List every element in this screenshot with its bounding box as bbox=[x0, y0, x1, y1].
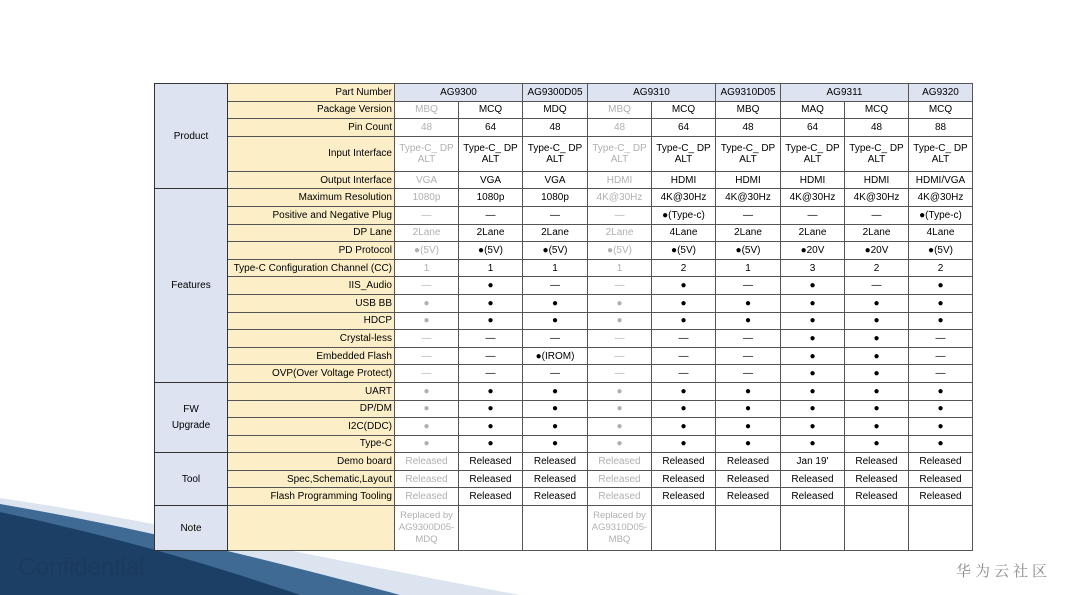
row-label: Positive and Negative Plug bbox=[228, 206, 395, 224]
table-cell: ● bbox=[588, 382, 652, 400]
table-row bbox=[155, 506, 973, 551]
table-cell: ● bbox=[909, 312, 973, 330]
table-cell: MDQ bbox=[523, 101, 588, 119]
table-cell: ● bbox=[395, 435, 459, 453]
table-cell: ● bbox=[523, 400, 588, 418]
table-row bbox=[155, 312, 973, 330]
table-cell: 1080p bbox=[395, 189, 459, 207]
table-cell: ● bbox=[781, 435, 845, 453]
table-cell: ● bbox=[781, 330, 845, 348]
table-cell: ●20V bbox=[845, 242, 909, 260]
category-fw bbox=[155, 382, 228, 452]
table-cell: ● bbox=[588, 294, 652, 312]
table-cell: ● bbox=[845, 418, 909, 436]
table-cell: — bbox=[781, 206, 845, 224]
table-cell: ●20V bbox=[781, 242, 845, 260]
table-cell: — bbox=[523, 206, 588, 224]
table-cell: VGA bbox=[395, 171, 459, 189]
row-label bbox=[228, 506, 395, 551]
table-cell: ●(5V) bbox=[716, 242, 781, 260]
table-cell: ● bbox=[652, 312, 716, 330]
table-cell: ● bbox=[781, 347, 845, 365]
row-label: DP Lane bbox=[228, 224, 395, 242]
row-label: Part Number bbox=[228, 84, 395, 102]
table-row bbox=[155, 330, 973, 348]
table-cell: Released bbox=[781, 488, 845, 506]
table-cell: MAQ bbox=[781, 101, 845, 119]
table-cell: ● bbox=[781, 277, 845, 295]
table-cell: Released bbox=[652, 488, 716, 506]
row-label: DP/DM bbox=[228, 400, 395, 418]
table-cell: ● bbox=[909, 277, 973, 295]
table-cell: ● bbox=[716, 382, 781, 400]
table-row bbox=[155, 224, 973, 242]
table-cell: 1 bbox=[588, 259, 652, 277]
table-cell: — bbox=[652, 330, 716, 348]
table-cell: 4K@30Hz bbox=[909, 189, 973, 207]
table-cell: 1 bbox=[523, 259, 588, 277]
table-cell: 2Lane bbox=[395, 224, 459, 242]
table-cell: MCQ bbox=[459, 101, 523, 119]
table-cell: MCQ bbox=[652, 101, 716, 119]
table-cell: HDMI bbox=[781, 171, 845, 189]
table-cell: ● bbox=[523, 294, 588, 312]
table-cell: — bbox=[459, 347, 523, 365]
table-cell: 1080p bbox=[523, 189, 588, 207]
table-row bbox=[155, 488, 973, 506]
row-label: Package Version bbox=[228, 101, 395, 119]
table-cell: Released bbox=[588, 470, 652, 488]
table-cell: HDMI bbox=[588, 171, 652, 189]
table-cell: — bbox=[395, 365, 459, 383]
table-cell bbox=[909, 506, 973, 551]
table-cell: ● bbox=[459, 435, 523, 453]
table-row bbox=[155, 101, 973, 119]
table-cell: Released bbox=[845, 488, 909, 506]
table-cell: ● bbox=[395, 312, 459, 330]
category-label: Upgrade bbox=[171, 419, 211, 431]
table-cell: 4K@30Hz bbox=[781, 189, 845, 207]
table-cell: ● bbox=[395, 400, 459, 418]
table-cell: 4Lane bbox=[652, 224, 716, 242]
table-cell: — bbox=[588, 365, 652, 383]
table-cell: Type-C_ DP ALT bbox=[716, 136, 781, 171]
table-cell bbox=[459, 506, 523, 551]
table-cell: Type-C_ DP ALT bbox=[459, 136, 523, 171]
row-label: Maximum Resolution bbox=[228, 189, 395, 207]
table-cell: — bbox=[395, 330, 459, 348]
table-cell: ● bbox=[781, 312, 845, 330]
table-cell: ● bbox=[459, 294, 523, 312]
table-cell: ● bbox=[523, 382, 588, 400]
table-cell: ● bbox=[395, 382, 459, 400]
table-cell: Jan 19' bbox=[781, 453, 845, 471]
row-label: PD Protocol bbox=[228, 242, 395, 260]
table-cell: 1 bbox=[459, 259, 523, 277]
row-label: OVP(Over Voltage Protect) bbox=[228, 365, 395, 383]
table-row bbox=[155, 242, 973, 260]
table-cell: — bbox=[716, 277, 781, 295]
table-cell: Replaced by AG9300D05-MDQ bbox=[395, 506, 459, 551]
table-cell: ● bbox=[909, 435, 973, 453]
row-label: Spec,Schematic,Layout bbox=[228, 470, 395, 488]
table-cell: — bbox=[459, 365, 523, 383]
row-label: Type-C bbox=[228, 435, 395, 453]
table-cell: Released bbox=[716, 470, 781, 488]
table-cell: Released bbox=[781, 470, 845, 488]
part-header: AG9310D05 bbox=[716, 84, 781, 102]
table-cell: ●(5V) bbox=[459, 242, 523, 260]
table-cell: — bbox=[845, 277, 909, 295]
table-cell: — bbox=[588, 330, 652, 348]
table-cell: 48 bbox=[588, 119, 652, 137]
table-cell: 1080p bbox=[459, 189, 523, 207]
table-cell: ●(5V) bbox=[909, 242, 973, 260]
table-cell: Released bbox=[459, 453, 523, 471]
table-row bbox=[155, 400, 973, 418]
table-cell: Released bbox=[395, 453, 459, 471]
table-cell: 48 bbox=[716, 119, 781, 137]
table-cell: ● bbox=[781, 418, 845, 436]
table-cell: Released bbox=[716, 488, 781, 506]
table-cell: — bbox=[909, 365, 973, 383]
table-cell: Type-C_ DP ALT bbox=[652, 136, 716, 171]
table-cell: ● bbox=[716, 294, 781, 312]
table-cell: Type-C_ DP ALT bbox=[781, 136, 845, 171]
table-cell: 4K@30Hz bbox=[716, 189, 781, 207]
table-cell: MBQ bbox=[716, 101, 781, 119]
table-cell: — bbox=[652, 347, 716, 365]
table-cell: HDMI bbox=[845, 171, 909, 189]
row-label: Flash Programming Tooling bbox=[228, 488, 395, 506]
table-cell: — bbox=[588, 347, 652, 365]
table-cell: ●(Type-c) bbox=[652, 206, 716, 224]
table-cell: ●(5V) bbox=[523, 242, 588, 260]
part-header: AG9300 bbox=[395, 84, 523, 102]
table-cell: Released bbox=[716, 453, 781, 471]
table-cell bbox=[781, 506, 845, 551]
product-comparison-table bbox=[154, 83, 973, 551]
table-cell: Type-C_ DP ALT bbox=[395, 136, 459, 171]
table-cell: ● bbox=[781, 382, 845, 400]
table-cell: MCQ bbox=[845, 101, 909, 119]
table-cell: ● bbox=[523, 435, 588, 453]
table-cell: — bbox=[395, 206, 459, 224]
table-cell: 2 bbox=[845, 259, 909, 277]
part-header: AG9310 bbox=[588, 84, 716, 102]
table-cell: ● bbox=[909, 418, 973, 436]
table-cell: ● bbox=[459, 277, 523, 295]
table-row bbox=[155, 435, 973, 453]
row-label: I2C(DDC) bbox=[228, 418, 395, 436]
table-row bbox=[155, 119, 973, 137]
table-cell bbox=[845, 506, 909, 551]
row-label: Demo board bbox=[228, 453, 395, 471]
table-cell: ● bbox=[395, 418, 459, 436]
table-cell: 2Lane bbox=[459, 224, 523, 242]
table-cell: Released bbox=[523, 453, 588, 471]
table-cell: 2 bbox=[652, 259, 716, 277]
table-cell: Released bbox=[652, 470, 716, 488]
table-cell: ● bbox=[588, 418, 652, 436]
table-cell: 2Lane bbox=[523, 224, 588, 242]
table-cell: Type-C_ DP ALT bbox=[845, 136, 909, 171]
row-label: Crystal-less bbox=[228, 330, 395, 348]
table-cell: Released bbox=[588, 453, 652, 471]
table-cell: 2Lane bbox=[781, 224, 845, 242]
table-cell: ● bbox=[909, 400, 973, 418]
table-cell: ● bbox=[459, 382, 523, 400]
table-cell: — bbox=[588, 206, 652, 224]
table-row-part-number bbox=[155, 84, 973, 102]
table-cell: HDMI/VGA bbox=[909, 171, 973, 189]
table-cell: MBQ bbox=[395, 101, 459, 119]
table-row bbox=[155, 171, 973, 189]
table-cell: ● bbox=[716, 418, 781, 436]
table-cell: ● bbox=[781, 294, 845, 312]
table-cell: ●(5V) bbox=[395, 242, 459, 260]
row-label: Input Interface bbox=[228, 136, 395, 171]
table-cell: 48 bbox=[523, 119, 588, 137]
table-cell: 4K@30Hz bbox=[845, 189, 909, 207]
table-cell: 64 bbox=[781, 119, 845, 137]
table-cell bbox=[652, 506, 716, 551]
table-cell: Released bbox=[909, 488, 973, 506]
table-cell: Released bbox=[523, 470, 588, 488]
table-cell: ● bbox=[395, 294, 459, 312]
table-row bbox=[155, 277, 973, 295]
table-cell: Released bbox=[459, 470, 523, 488]
table-row bbox=[155, 189, 973, 207]
table-cell: ● bbox=[588, 312, 652, 330]
table-cell: Released bbox=[459, 488, 523, 506]
part-header: AG9300D05 bbox=[523, 84, 588, 102]
table-cell: — bbox=[459, 206, 523, 224]
table-cell: ● bbox=[588, 400, 652, 418]
table-cell: Released bbox=[523, 488, 588, 506]
table-cell: 3 bbox=[781, 259, 845, 277]
table-cell: ● bbox=[845, 365, 909, 383]
table-cell: — bbox=[845, 206, 909, 224]
table-cell: Released bbox=[909, 453, 973, 471]
table-row bbox=[155, 259, 973, 277]
table-cell: 64 bbox=[652, 119, 716, 137]
table-cell: ● bbox=[845, 382, 909, 400]
table-cell: — bbox=[652, 365, 716, 383]
table-cell: 64 bbox=[459, 119, 523, 137]
row-label: Pin Count bbox=[228, 119, 395, 137]
table-cell: 4K@30Hz bbox=[652, 189, 716, 207]
table-cell: — bbox=[395, 277, 459, 295]
table-cell: ● bbox=[459, 418, 523, 436]
table-cell: ● bbox=[652, 382, 716, 400]
table-cell: VGA bbox=[459, 171, 523, 189]
table-row bbox=[155, 206, 973, 224]
table-cell: ●(Type-c) bbox=[909, 206, 973, 224]
table-cell: ● bbox=[845, 330, 909, 348]
table-cell: Released bbox=[845, 453, 909, 471]
table-cell: ●(IROM) bbox=[523, 347, 588, 365]
row-label: HDCP bbox=[228, 312, 395, 330]
table-cell: ● bbox=[652, 435, 716, 453]
table-cell: — bbox=[395, 347, 459, 365]
table-row bbox=[155, 347, 973, 365]
category-features: Features bbox=[155, 189, 228, 383]
category-note: Note bbox=[155, 506, 228, 551]
table-cell: ● bbox=[459, 312, 523, 330]
brand-watermark: 华为云社区 bbox=[956, 562, 1052, 580]
table-cell: MCQ bbox=[909, 101, 973, 119]
table-cell: ●(5V) bbox=[652, 242, 716, 260]
table-cell: — bbox=[716, 330, 781, 348]
table-cell: — bbox=[523, 277, 588, 295]
table-cell: ● bbox=[781, 400, 845, 418]
table-cell bbox=[523, 506, 588, 551]
table-row bbox=[155, 294, 973, 312]
part-header: AG9320 bbox=[909, 84, 973, 102]
table-cell: ● bbox=[459, 400, 523, 418]
table-cell: Released bbox=[588, 488, 652, 506]
table-row bbox=[155, 136, 973, 171]
table-cell: ● bbox=[845, 294, 909, 312]
table-cell: 48 bbox=[845, 119, 909, 137]
table-cell: Released bbox=[845, 470, 909, 488]
table-cell bbox=[716, 506, 781, 551]
table-cell: ● bbox=[652, 418, 716, 436]
category-product: Product bbox=[155, 84, 228, 189]
table-cell: ● bbox=[716, 435, 781, 453]
table-cell: ● bbox=[588, 435, 652, 453]
table-row bbox=[155, 470, 973, 488]
table-row bbox=[155, 365, 973, 383]
table-cell: ● bbox=[652, 400, 716, 418]
table-cell: ● bbox=[523, 312, 588, 330]
table-cell: ● bbox=[845, 312, 909, 330]
table-cell: VGA bbox=[523, 171, 588, 189]
table-row bbox=[155, 418, 973, 436]
table-cell: ● bbox=[523, 418, 588, 436]
table-cell: HDMI bbox=[652, 171, 716, 189]
row-label: USB BB bbox=[228, 294, 395, 312]
table-cell: — bbox=[716, 365, 781, 383]
part-header: AG9311 bbox=[781, 84, 909, 102]
table-cell: — bbox=[909, 347, 973, 365]
row-label: Output Interface bbox=[228, 171, 395, 189]
table-cell: — bbox=[459, 330, 523, 348]
category-tool: Tool bbox=[155, 453, 228, 506]
table-cell: Type-C_ DP ALT bbox=[588, 136, 652, 171]
row-label: Embedded Flash bbox=[228, 347, 395, 365]
table-cell: HDMI bbox=[716, 171, 781, 189]
category-label: FW bbox=[183, 403, 199, 415]
row-label: IIS_Audio bbox=[228, 277, 395, 295]
table-cell: Replaced by AG9310D05-MBQ bbox=[588, 506, 652, 551]
table-cell: 2Lane bbox=[716, 224, 781, 242]
table-cell: ● bbox=[716, 400, 781, 418]
table-cell: ● bbox=[909, 294, 973, 312]
table-cell: ● bbox=[652, 277, 716, 295]
table-cell: Released bbox=[909, 470, 973, 488]
table-cell: 1 bbox=[395, 259, 459, 277]
row-label: Type-C Configuration Channel (CC) bbox=[228, 259, 395, 277]
row-label: UART bbox=[228, 382, 395, 400]
table-cell: Released bbox=[395, 470, 459, 488]
confidential-label: Confidential bbox=[18, 553, 145, 581]
table-cell: — bbox=[523, 330, 588, 348]
table-cell: 2 bbox=[909, 259, 973, 277]
table-cell: ● bbox=[909, 382, 973, 400]
table-cell: 4Lane bbox=[909, 224, 973, 242]
table-cell: ● bbox=[652, 294, 716, 312]
table-cell: 2Lane bbox=[845, 224, 909, 242]
table-cell: Released bbox=[395, 488, 459, 506]
table-cell: ● bbox=[845, 435, 909, 453]
table-cell: 2Lane bbox=[588, 224, 652, 242]
table-cell: Type-C_ DP ALT bbox=[523, 136, 588, 171]
table-cell: ● bbox=[845, 347, 909, 365]
table-cell: 88 bbox=[909, 119, 973, 137]
table-cell: ●(5V) bbox=[588, 242, 652, 260]
table-cell: ● bbox=[716, 312, 781, 330]
table-cell: 48 bbox=[395, 119, 459, 137]
table-cell: — bbox=[909, 330, 973, 348]
table-cell: 1 bbox=[716, 259, 781, 277]
table-row bbox=[155, 453, 973, 471]
table-cell: Released bbox=[652, 453, 716, 471]
table-cell: — bbox=[588, 277, 652, 295]
table-row bbox=[155, 382, 973, 400]
table-cell: 4K@30Hz bbox=[588, 189, 652, 207]
table-cell: — bbox=[716, 347, 781, 365]
table-cell: — bbox=[716, 206, 781, 224]
table-cell: ● bbox=[781, 365, 845, 383]
table-cell: — bbox=[523, 365, 588, 383]
table-cell: Type-C_ DP ALT bbox=[909, 136, 973, 171]
table-cell: MBQ bbox=[588, 101, 652, 119]
table-cell: ● bbox=[845, 400, 909, 418]
